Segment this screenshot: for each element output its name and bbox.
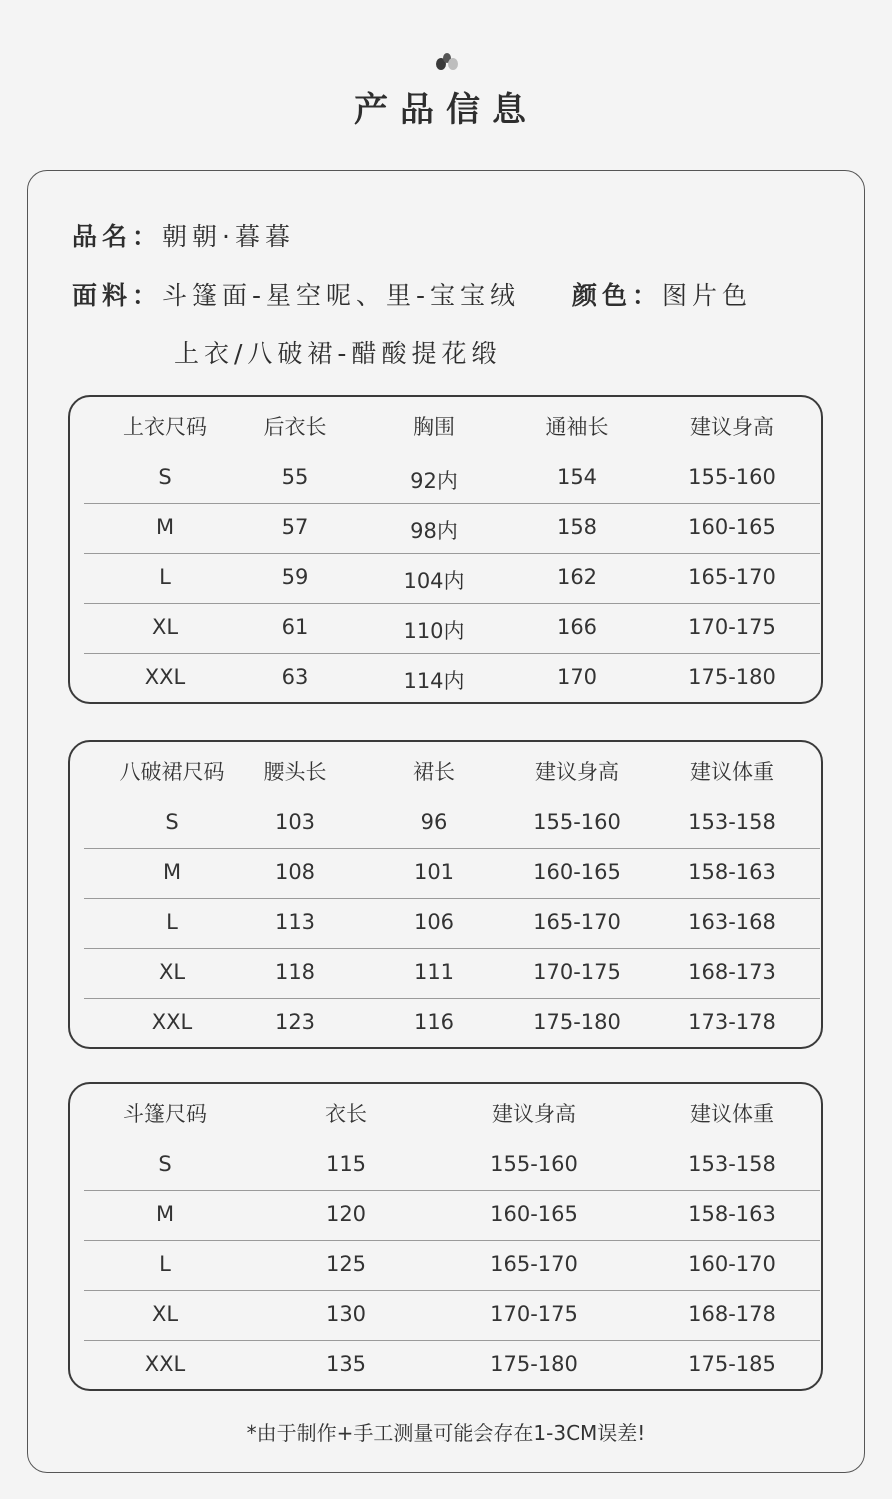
header-cell: 胸围 — [413, 415, 455, 439]
size-cell: S — [165, 810, 179, 834]
value-cell: 170-175 — [533, 960, 621, 984]
header-cell: 建议身高 — [492, 1102, 576, 1126]
table-row — [84, 1140, 820, 1191]
header-cell: 裙长 — [413, 760, 455, 784]
header-cell: 建议身高 — [690, 415, 774, 439]
table-row — [84, 553, 820, 604]
table-row — [84, 798, 820, 849]
product-name-line — [72, 217, 295, 253]
value-cell: 158 — [556, 515, 598, 539]
value-cell: 155-160 — [533, 810, 621, 834]
value-cell: 160-165 — [533, 860, 621, 884]
header-cell: 上衣尺码 — [123, 415, 207, 439]
value-cell: 125 — [325, 1252, 367, 1276]
size-cell: XXL — [151, 1010, 193, 1034]
value-cell: 170 — [556, 665, 598, 689]
value-cell: 168-173 — [688, 960, 776, 984]
value-cell: 63 — [281, 665, 309, 689]
color-value: 图片色 — [662, 281, 753, 310]
header-cell: 衣长 — [325, 1102, 367, 1126]
size-cell: XXL — [144, 1352, 186, 1376]
value-cell: 59 — [281, 565, 309, 589]
header-cell: 腰头长 — [263, 760, 327, 784]
value-cell: 154 — [556, 465, 598, 489]
header-cell: 建议体重 — [690, 1102, 774, 1126]
value-cell: 130 — [325, 1302, 367, 1326]
page-title: 产品信息 — [354, 90, 538, 130]
header-cell: 建议体重 — [690, 760, 774, 784]
value-cell: 114内 — [403, 669, 465, 693]
size-cell: M — [162, 860, 182, 884]
size-cell: M — [155, 1202, 175, 1226]
value-cell: 168-178 — [688, 1302, 776, 1326]
table-row — [84, 1240, 820, 1291]
value-cell: 106 — [413, 910, 455, 934]
value-cell: 175-180 — [533, 1010, 621, 1034]
table-row — [84, 1190, 820, 1241]
value-cell: 103 — [274, 810, 316, 834]
size-cell: XL — [158, 960, 186, 984]
size-cell: XL — [151, 1302, 179, 1326]
value-cell: 160-165 — [490, 1202, 578, 1226]
table-row — [84, 653, 820, 703]
table-row — [84, 898, 820, 949]
color-line — [572, 276, 752, 312]
value-cell: 173-178 — [688, 1010, 776, 1034]
table-row — [84, 503, 820, 554]
value-cell: 158-163 — [688, 860, 776, 884]
header-cell: 通袖长 — [545, 415, 609, 439]
value-cell: 101 — [413, 860, 455, 884]
value-cell: 170-175 — [490, 1302, 578, 1326]
fabric-line — [72, 276, 520, 312]
table-row — [84, 603, 820, 654]
value-cell: 175-180 — [490, 1352, 578, 1376]
value-cell: 57 — [281, 515, 309, 539]
value-cell: 116 — [413, 1010, 455, 1034]
header-cell: 建议身高 — [535, 760, 619, 784]
value-cell: 104内 — [403, 569, 465, 593]
table-header — [70, 742, 821, 798]
value-cell: 165-170 — [533, 910, 621, 934]
table-row — [84, 1340, 820, 1390]
table-row — [84, 998, 820, 1048]
header-cell: 斗篷尺码 — [123, 1102, 207, 1126]
cape-size-table — [68, 1082, 823, 1391]
value-cell: 113 — [274, 910, 316, 934]
value-cell: 166 — [556, 615, 598, 639]
value-cell: 158-163 — [688, 1202, 776, 1226]
table-row — [84, 948, 820, 999]
value-cell: 111 — [413, 960, 455, 984]
value-cell: 135 — [325, 1352, 367, 1376]
value-cell: 96 — [420, 810, 448, 834]
value-cell: 160-170 — [688, 1252, 776, 1276]
value-cell: 165-170 — [490, 1252, 578, 1276]
value-cell: 123 — [274, 1010, 316, 1034]
size-cell: S — [158, 1152, 172, 1176]
value-cell: 108 — [274, 860, 316, 884]
value-cell: 162 — [556, 565, 598, 589]
top-size-table — [68, 395, 823, 704]
value-cell: 170-175 — [688, 615, 776, 639]
size-cell: L — [159, 565, 171, 589]
size-cell: S — [158, 465, 172, 489]
value-cell: 160-165 — [688, 515, 776, 539]
table-row — [84, 1290, 820, 1341]
measurement-footnote: *由于制作+手工测量可能会存在1-3CM误差! — [246, 1421, 646, 1445]
value-cell: 98内 — [410, 519, 458, 543]
size-cell: XXL — [144, 665, 186, 689]
value-cell: 115 — [325, 1152, 367, 1176]
value-cell: 92内 — [410, 469, 458, 493]
value-cell: 110内 — [403, 619, 465, 643]
product-name-label: 品名： — [72, 222, 163, 251]
value-cell: 165-170 — [688, 565, 776, 589]
value-cell: 153-158 — [688, 810, 776, 834]
value-cell: 153-158 — [688, 1152, 776, 1176]
fabric-label: 面料： — [72, 281, 163, 310]
value-cell: 55 — [281, 465, 309, 489]
header-cell: 八破裙尺码 — [119, 760, 225, 784]
table-row — [84, 848, 820, 899]
value-cell: 155-160 — [688, 465, 776, 489]
value-cell: 155-160 — [490, 1152, 578, 1176]
size-cell: L — [159, 1252, 171, 1276]
size-cell: XL — [151, 615, 179, 639]
skirt-size-table — [68, 740, 823, 1049]
size-cell: M — [155, 515, 175, 539]
value-cell: 175-180 — [688, 665, 776, 689]
value-cell: 118 — [274, 960, 316, 984]
value-cell: 61 — [281, 615, 309, 639]
size-cell: L — [166, 910, 178, 934]
value-cell: 175-185 — [688, 1352, 776, 1376]
color-label: 颜色： — [572, 281, 663, 310]
fabric-value: 斗篷面-星空呢、里-宝宝绒 — [162, 281, 521, 310]
fabric-line-2: 上衣/八破裙-醋酸提花缎 — [174, 339, 502, 368]
table-row — [84, 453, 820, 504]
value-cell: 163-168 — [688, 910, 776, 934]
table-header — [70, 397, 821, 453]
header-cell: 后衣长 — [263, 415, 327, 439]
value-cell: 120 — [325, 1202, 367, 1226]
product-name-value: 朝朝·暮暮 — [162, 222, 295, 251]
leaf-drops-icon — [430, 52, 462, 72]
table-header — [70, 1084, 821, 1140]
